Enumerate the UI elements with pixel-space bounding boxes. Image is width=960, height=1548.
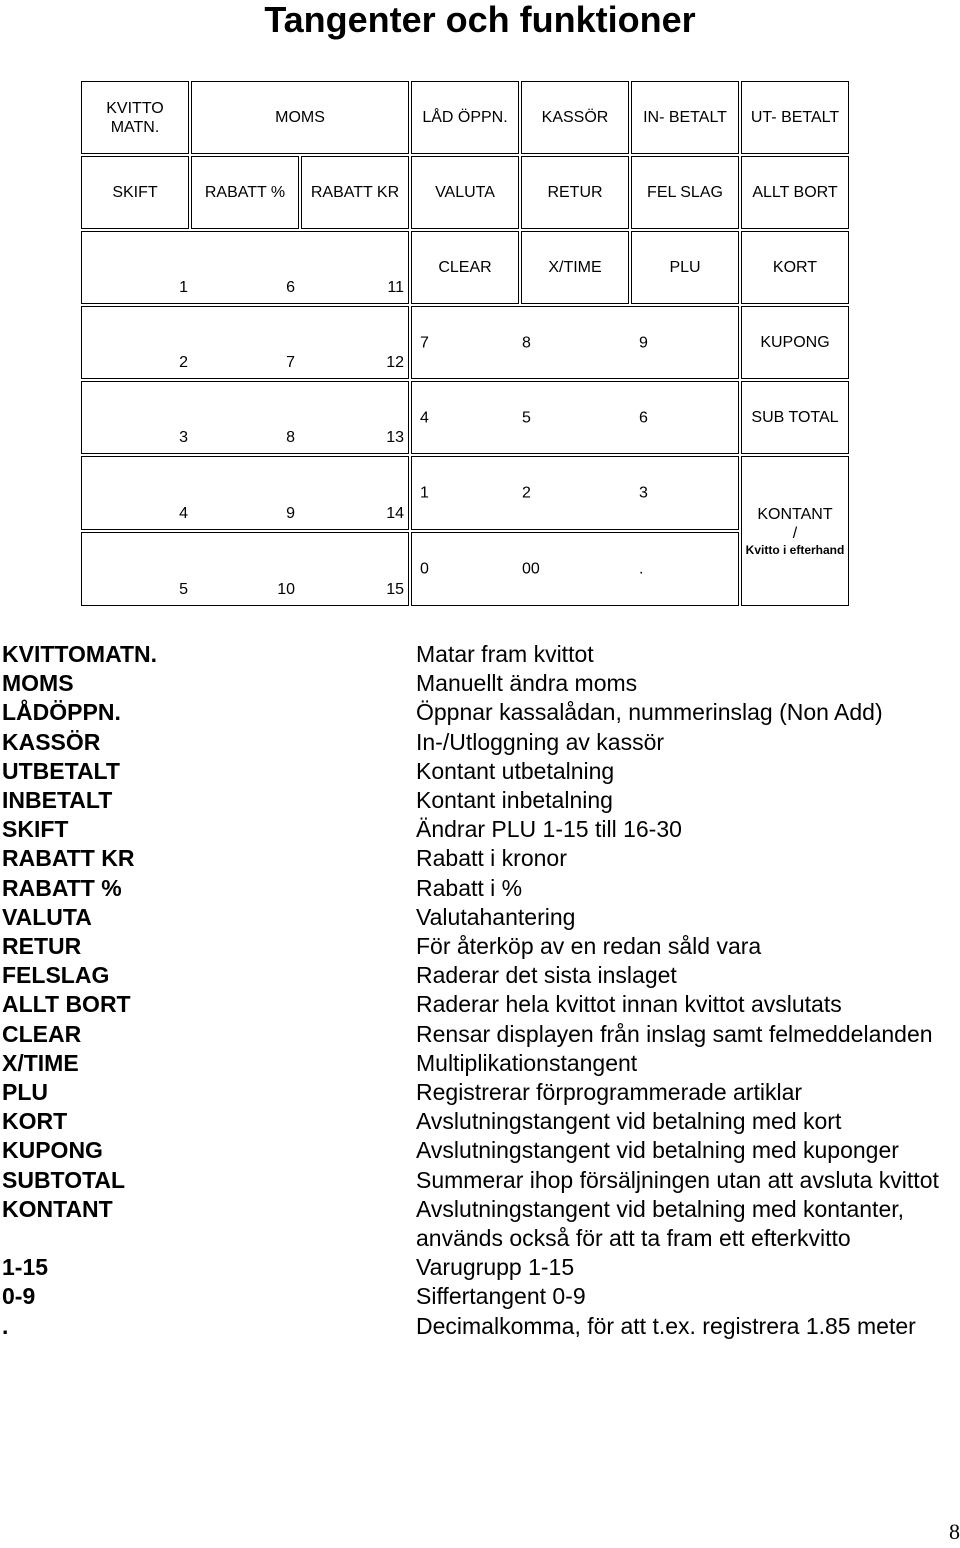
- list-item: [2, 844, 958, 873]
- desc-text: Valutahantering: [416, 903, 576, 930]
- desc-text: Manuellt ändra moms: [416, 670, 638, 697]
- key-skift: SKIFT: [81, 156, 189, 229]
- plu-key: 10: [277, 581, 295, 598]
- list-item: [2, 1253, 958, 1282]
- key-descriptions: [2, 640, 958, 1341]
- desc-key: RETUR: [2, 933, 82, 960]
- kontant-slash: /: [792, 524, 798, 542]
- desc-text: Decimalkomma, för att t.ex. registrera 1.85 meter: [416, 1312, 916, 1339]
- key-rabatt-kr: RABATT KR: [301, 156, 409, 229]
- desc-key: INBETALT: [2, 787, 113, 814]
- desc-text: Avslutningstangent vid betalning med kuponger: [416, 1137, 899, 1164]
- digit-key: 8: [522, 334, 531, 351]
- plu-key: 11: [387, 279, 404, 296]
- key-sub-total: SUB TOTAL: [741, 381, 849, 454]
- list-item: [2, 1078, 958, 1107]
- desc-text: Avslutningstangent vid betalning med kontanter, används också för att ta fram ett efterkvitto: [416, 1195, 905, 1252]
- list-item: [2, 1107, 958, 1136]
- desc-key: CLEAR: [2, 1020, 82, 1047]
- key-moms: MOMS: [191, 81, 409, 154]
- list-item: [2, 903, 958, 932]
- desc-key: SUBTOTAL: [2, 1166, 126, 1193]
- list-item: [2, 1195, 958, 1253]
- desc-text: Raderar hela kvittot innan kvittot avslutats: [416, 991, 842, 1018]
- digit-key: 1: [420, 484, 429, 502]
- key-retur: RETUR: [521, 156, 629, 229]
- key-inbetalt: IN- BETALT: [631, 81, 739, 154]
- list-item: [2, 990, 958, 1019]
- list-item: [2, 786, 958, 815]
- plu-group-2: [81, 306, 409, 379]
- desc-text: Ändrar PLU 1-15 till 16-30: [416, 816, 682, 843]
- desc-text: Siffertangent 0-9: [416, 1283, 586, 1310]
- desc-key: KORT: [2, 1108, 68, 1135]
- plu-key: 7: [286, 354, 295, 371]
- key-kort: KORT: [741, 231, 849, 304]
- key-plu: PLU: [631, 231, 739, 304]
- desc-text: Avslutningstangent vid betalning med kort: [416, 1108, 842, 1135]
- plu-key: 1: [179, 279, 188, 296]
- desc-key: RABATT %: [2, 874, 122, 901]
- list-item: [2, 1166, 958, 1195]
- list-item: [2, 1020, 958, 1049]
- desc-key: SKIFT: [2, 816, 69, 843]
- desc-key: VALUTA: [2, 903, 92, 930]
- keyboard-layout: [79, 79, 851, 608]
- plu-key: 15: [386, 581, 404, 598]
- plu-key: 2: [179, 354, 188, 371]
- desc-key: 1-15: [2, 1254, 49, 1281]
- desc-key: 0-9: [2, 1283, 36, 1310]
- digit-key: 3: [639, 484, 648, 502]
- key-x-time: X/TIME: [521, 231, 629, 304]
- key-rabatt-procent: RABATT %: [191, 156, 299, 229]
- plu-group-4: [81, 456, 409, 530]
- plu-key: 3: [179, 429, 188, 446]
- plu-group-1: [81, 231, 409, 304]
- desc-text: Rensar displayen från inslag samt felmeddelanden: [416, 1020, 933, 1047]
- key-valuta: VALUTA: [411, 156, 519, 229]
- digit-key: 9: [639, 334, 648, 351]
- plu-group-3: [81, 381, 409, 454]
- desc-text: Raderar det sista inslaget: [416, 962, 677, 989]
- list-item: [2, 815, 958, 844]
- desc-key: KUPONG: [2, 1137, 103, 1164]
- numpad-row-789: [411, 306, 739, 379]
- desc-key: KVITTOMATN.: [2, 641, 158, 667]
- desc-key: PLU: [2, 1079, 48, 1106]
- list-item: [2, 932, 958, 961]
- digit-key: .: [639, 560, 644, 578]
- desc-text: Multiplikationstangent: [416, 1049, 638, 1076]
- page-title: Tangenter och funktioner: [264, 0, 696, 40]
- plu-key: 8: [286, 429, 295, 446]
- kontant-label: KONTANT: [757, 505, 833, 523]
- numpad-row-456: [411, 381, 739, 454]
- digit-key: 00: [522, 560, 540, 578]
- key-clear: CLEAR: [411, 231, 519, 304]
- numpad-row-0-00-dot: [411, 532, 739, 606]
- list-item: [2, 728, 958, 757]
- desc-text: Summerar ihop försäljningen utan att avsluta kvittot: [416, 1166, 939, 1193]
- desc-key: LÅDÖPPN.: [2, 699, 121, 726]
- desc-text: Öppnar kassalådan, nummerinslag (Non Add): [416, 699, 883, 726]
- plu-key: 12: [386, 354, 404, 371]
- desc-text: Kontant inbetalning: [416, 787, 613, 814]
- desc-text: In-/Utloggning av kassör: [416, 728, 665, 755]
- list-item: [2, 1282, 958, 1311]
- list-item: [2, 757, 958, 786]
- list-item: [2, 874, 958, 903]
- desc-text: Rabatt i %: [416, 874, 523, 901]
- page-number: 8: [949, 1519, 960, 1544]
- list-item: [2, 1136, 958, 1165]
- plu-key: 6: [286, 279, 295, 296]
- key-lad-oppn: LÅD ÖPPN.: [411, 81, 519, 154]
- key-kvitto-matn: KVITTO MATN.: [81, 81, 189, 154]
- desc-text: Varugrupp 1-15: [416, 1254, 575, 1281]
- desc-key: RABATT KR: [2, 845, 135, 872]
- plu-key: 4: [179, 505, 188, 522]
- kontant-sub-label: Kvitto i efterhand: [745, 542, 845, 557]
- digit-key: 2: [522, 484, 531, 502]
- plu-key: 14: [386, 505, 404, 522]
- key-kupong: KUPONG: [741, 306, 849, 379]
- key-allt-bort: ALLT BORT: [741, 156, 849, 229]
- desc-text: Registrerar förprogrammerade artiklar: [416, 1079, 803, 1106]
- desc-key: UTBETALT: [2, 757, 120, 784]
- key-utbetalt: UT- BETALT: [741, 81, 849, 154]
- numpad-row-123: [411, 456, 739, 530]
- digit-key: 5: [522, 409, 531, 426]
- list-item: [2, 640, 958, 669]
- list-item: [2, 669, 958, 698]
- desc-key: KASSÖR: [2, 728, 101, 755]
- digit-key: 0: [420, 560, 429, 578]
- desc-key: FELSLAG: [2, 962, 110, 989]
- plu-key: 13: [386, 429, 404, 446]
- digit-key: 7: [420, 334, 429, 351]
- desc-text: För återköp av en redan såld vara: [416, 933, 762, 960]
- list-item: [2, 1049, 958, 1078]
- plu-group-5: [81, 532, 409, 606]
- list-item: [2, 961, 958, 990]
- list-item: [2, 698, 958, 727]
- list-item: [2, 1312, 958, 1341]
- desc-key: MOMS: [2, 670, 74, 697]
- desc-key: KONTANT: [2, 1195, 113, 1222]
- plu-key: 9: [286, 505, 295, 522]
- key-felslag: FEL SLAG: [631, 156, 739, 229]
- desc-text: Rabatt i kronor: [416, 845, 567, 872]
- key-kontant: [741, 456, 849, 606]
- desc-text: Kontant utbetalning: [416, 757, 615, 784]
- desc-key: ALLT BORT: [2, 991, 131, 1018]
- desc-key: X/TIME: [2, 1049, 79, 1076]
- digit-key: 6: [639, 409, 648, 426]
- plu-key: 5: [179, 581, 188, 598]
- desc-key: .: [2, 1312, 9, 1339]
- desc-text: Matar fram kvittot: [416, 641, 594, 667]
- key-kassor: KASSÖR: [521, 81, 629, 154]
- digit-key: 4: [420, 409, 429, 426]
